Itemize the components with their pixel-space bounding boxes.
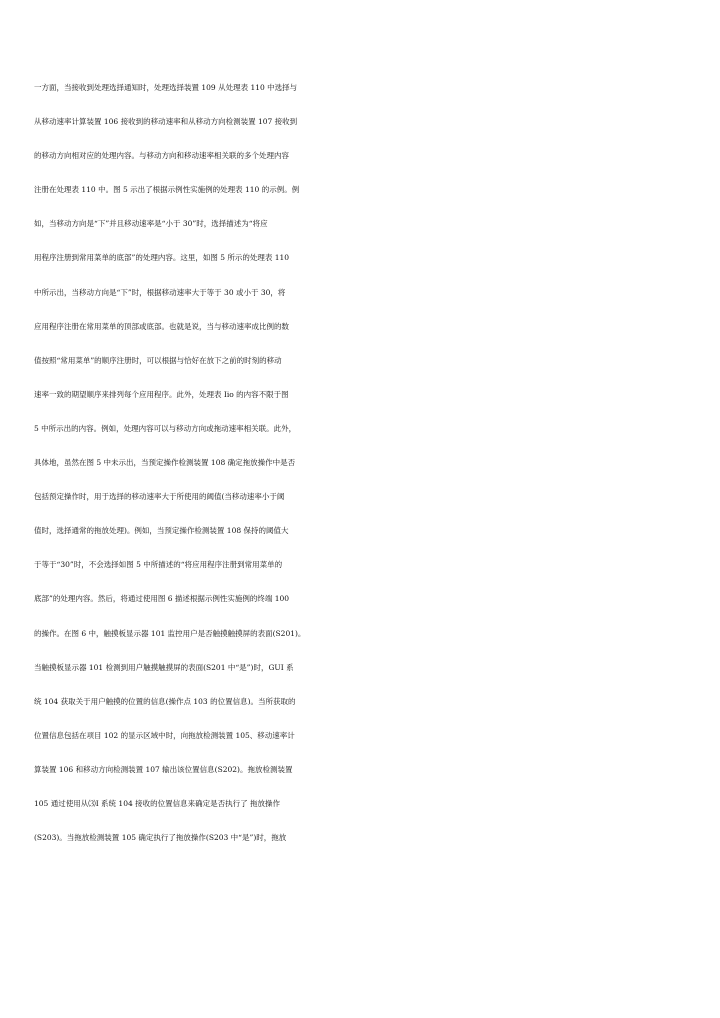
- text-line: 位置信息包括在项目 102 的显示区域中时，向拖放检测装置 105、移动速率计: [34, 730, 295, 740]
- text-line: 5 中所示出的内容。例如，处理内容可以与移动方向或拖动速率相关联。此外，: [34, 423, 297, 433]
- text-line: 于等于“30”时，不会选择如图 5 中所描述的“将应用程序注册到常用菜单的: [34, 560, 283, 570]
- text-line: 的移动方向相对应的处理内容。与移动方向和移动速率相关联的多个处理内容: [34, 151, 289, 161]
- text-line: 一方面，当接收到处理选择通知时，处理选择装置 109 从处理表 110 中选择与: [34, 83, 298, 92]
- text-line: 包括预定操作时，用于选择的移动速率大于所使用的阈值(当移动速率小于阈: [34, 492, 285, 502]
- text-line: 值按照“常用菜单”的顺序注册时，可以根据与恰好在放下之前的时刻的移动: [34, 355, 282, 365]
- text-line: 统 104 获取关于用户触摸的位置的信息(操作点 103 的位置信息)。当所获取的: [34, 696, 296, 706]
- text-line: 速率一致的期望顺序来排列每个应用程序。此外，处理表 Iio 的内容不限于图: [34, 389, 289, 399]
- text-line: 当触摸板显示器 101 检测到用户触摸触摸屏的表面(S201 中“是”)时，GUI 系: [34, 662, 294, 672]
- text-line: 105 通过使用从⑶I 系统 104 接收的位置信息来确定是否执行了 拖放操作: [34, 798, 281, 808]
- text-line: 应用程序注册在常用菜单的顶部或底部。也就是说，当与移动速率成比例的数: [34, 321, 289, 331]
- text-line: 算装置 106 和移动方向检测装置 107 输出该位置信息(S202)。拖放检测装置: [34, 764, 293, 774]
- text-line: 的操作。在图 6 中，触摸板显示器 101 监控用户是否触摸触摸屏的表面(S201)。: [34, 628, 306, 638]
- text-line: 如，当移动方向是“下”并且移动速率是“小于 30”时，选择描述为“将应: [34, 219, 268, 229]
- text-line: 底部”的处理内容。然后，将通过使用图 6 描述根据示例性实施例的终端 100: [34, 594, 290, 604]
- text-line: 中所示出，当移动方向是“下”时，根据移动速率大于等于 30 或小于 30，将: [34, 287, 286, 297]
- text-line: (S203)。当拖放检测装置 105 确定执行了拖放操作(S203 中“是”)时，拖放: [34, 833, 287, 843]
- text-line: 注册在处理表 110 中。图 5 示出了根据示例性实施例的处理表 110 的示例。例: [34, 185, 300, 195]
- text-line: 从移动速率计算装置 106 接收到的移动速率和从移动方向检测装置 107 接收到: [34, 117, 298, 127]
- body-text: [34, 71, 694, 855]
- text-line: 具体地，虽然在图 5 中未示出，当预定操作检测装置 108 确定拖放操作中是否: [34, 458, 296, 468]
- text-line: 用程序注册到常用菜单的底部”的处理内容。这里，如图 5 所示的处理表 110: [34, 253, 290, 263]
- text-line: 值时，选择通常的拖放处理)。例如，当预定操作检测装置 108 保持的阈值大: [34, 526, 289, 536]
